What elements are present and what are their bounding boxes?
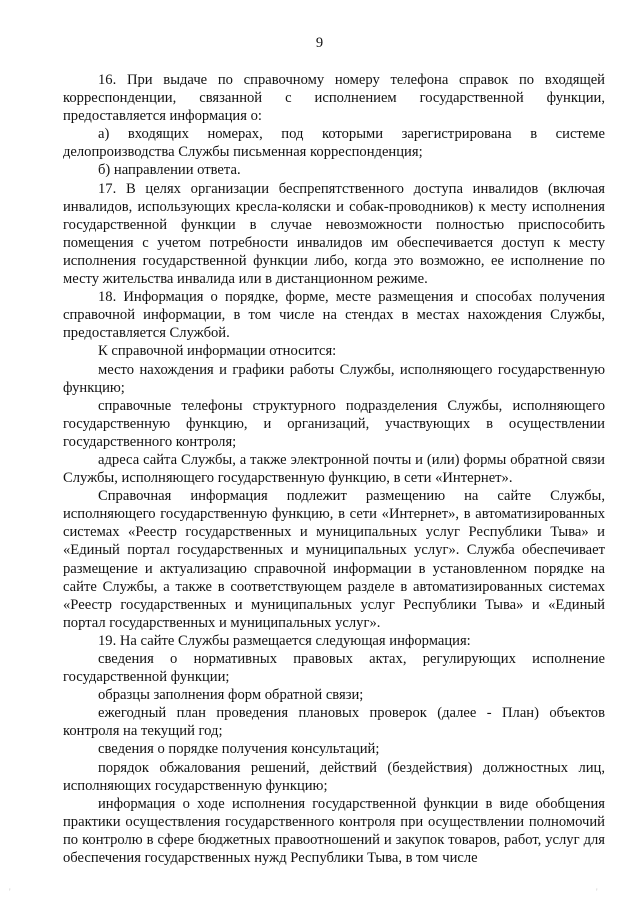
site-info-appeal-procedure: порядок обжалования решений, действий (бездействия) должностных лиц, исполняющих государственную функцию; bbox=[63, 759, 605, 794]
site-info-progress: информация о ходе исполнения государственной функции в виде обобщения практики осуществления государственного контроля при осуществлении полномочий по контролю в сфере бюджетных правоотношений и закупок товаров, работ, услуг для обеспечения государственных нужд Республики Тыва, в том числе bbox=[63, 795, 605, 867]
reference-info-addresses: адреса сайта Службы, а также электронной почты и (или) формы обратной связи Службы, исполняющего государственную функцию, в сети «Интернет». bbox=[63, 451, 605, 487]
site-info-annual-plan: ежегодный план проведения плановых проверок (далее - План) объектов контроля на текущий год; bbox=[63, 705, 605, 740]
reference-info-location: место нахождения и графики работы Службы, исполняющего государственную функцию; bbox=[63, 361, 605, 396]
paragraph-16-item-a: а) входящих номерах, под которыми зарегистрирована в системе делопроизводства Службы письменная корреспонденция; bbox=[63, 126, 605, 161]
page-number: 9 bbox=[315, 35, 324, 51]
scan-tick-mark-left: ' bbox=[9, 887, 11, 897]
paragraph-16-item-b: б) направлении ответа. bbox=[98, 162, 241, 179]
reference-info-placement: Справочная информация подлежит размещению на сайте Службы, исполняющего государственную функцию, в сети «Интернет», в автоматизированных системах «Реестр государственных и муниципальных услуг Республики Тыва» и «Единый портал государственных и муниципальных услуг». Служба обеспечивает размещение и актуализацию справочной информации в установленном порядке на сайте Службы, а также в соответствующем разделе в автоматизированных системах «Реестр государственных и муниципальных услуг Республики Тыва» и «Единый портал государственных и муниципальных услуг». bbox=[63, 488, 605, 631]
site-info-consultations: сведения о порядке получения консультаций; bbox=[98, 741, 380, 758]
paragraph-18: 18. Информация о порядке, форме, месте размещения и способах получения справочной информации, в том числе на стендах в местах нахождения Службы, предоставляется Службой. bbox=[63, 289, 605, 342]
reference-info-phones: справочные телефоны структурного подразделения Службы, исполняющего государственную функцию, и организаций, участвующих в осуществлении государственного контроля; bbox=[63, 397, 605, 450]
paragraph-19: 19. На сайте Службы размещается следующая информация: bbox=[98, 632, 471, 649]
paragraph-17: 17. В целях организации беспрепятственного доступа инвалидов (включая инвалидов, использующих кресла-коляски и собак-проводников) к месту исполнения государственной функции в случае невозможности полностью приспособить помещения с учетом потребности инвалидов им обеспечивается доступ к месту исполнения государственной функции либо, когда это возможно, ее исполнение по месту жительства инвалида или в дистанционном режиме. bbox=[63, 180, 605, 288]
document-body bbox=[63, 71, 605, 867]
scan-tick-mark-right: ' bbox=[596, 887, 598, 897]
reference-info-heading: К справочной информации относится: bbox=[98, 343, 337, 360]
site-info-legal-acts: сведения о нормативных правовых актах, регулирующих исполнение государственной функции; bbox=[63, 651, 605, 686]
paragraph-16-intro: 16. При выдаче по справочному номеру телефона справок по входящей корреспонденции, связанной с исполнением государственной функции, предоставляется информация о: bbox=[63, 72, 605, 125]
site-info-feedback-forms: образцы заполнения форм обратной связи; bbox=[98, 687, 364, 704]
